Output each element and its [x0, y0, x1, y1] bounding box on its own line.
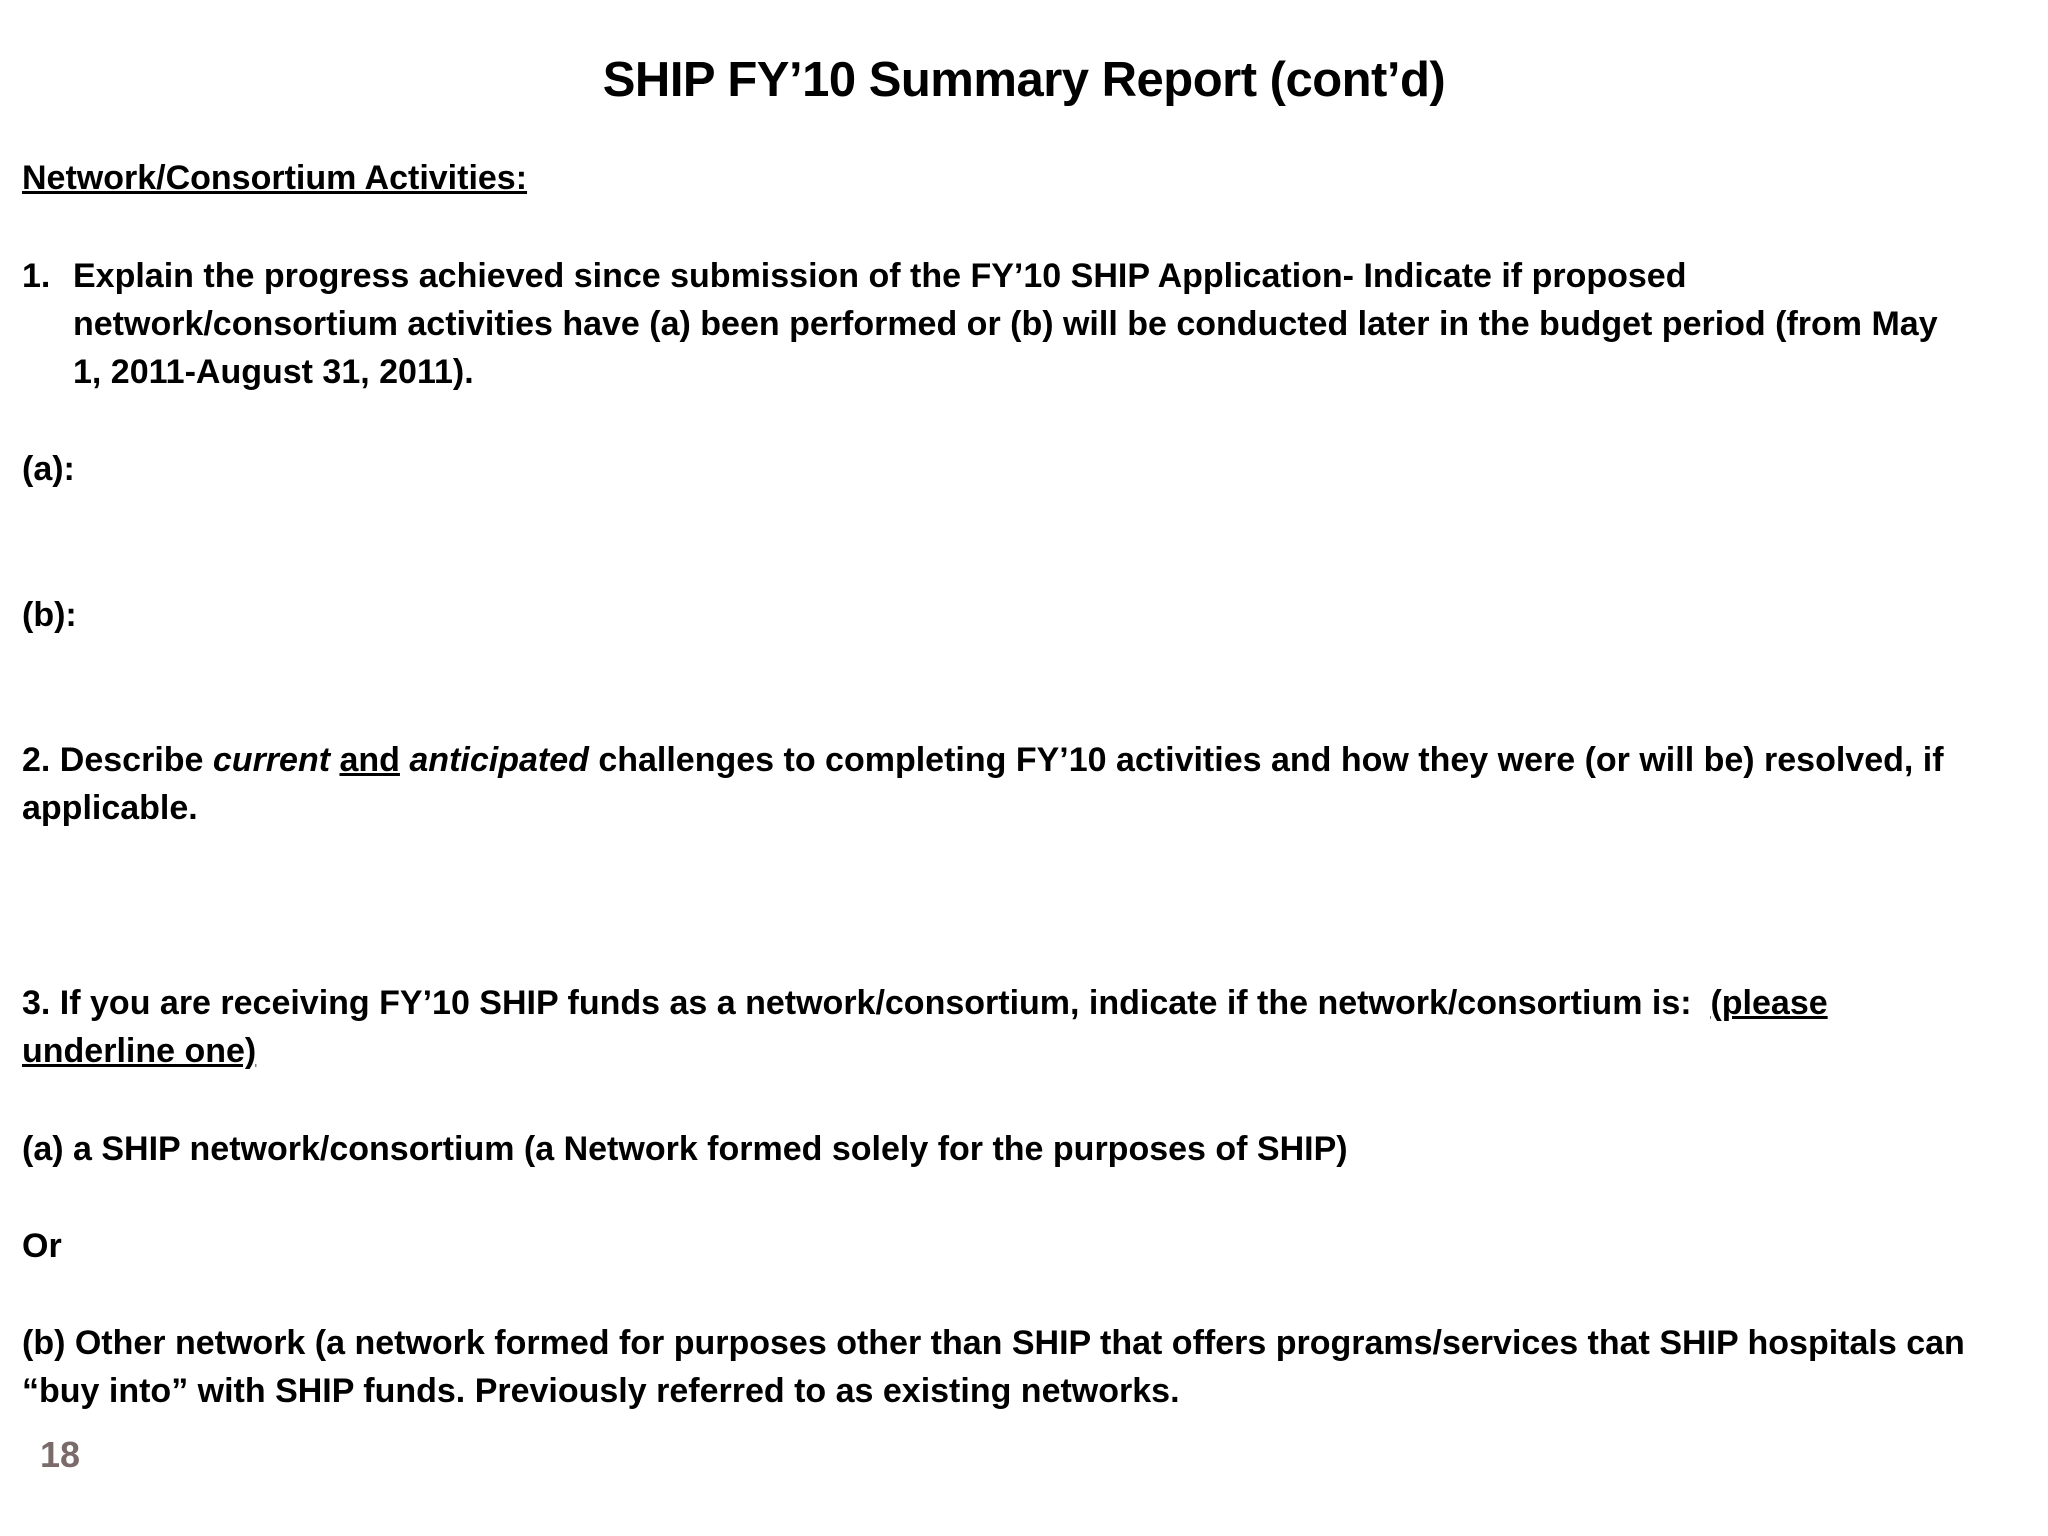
- question-1-body: [73, 252, 1938, 396]
- question-3-instruction-part-1: (please: [1710, 984, 1828, 1022]
- section-heading: Network/Consortium Activities:: [22, 159, 528, 197]
- page-title: SHIP FY’10 Summary Report (cont’d): [602, 53, 1446, 107]
- question-1-number: 1.: [22, 257, 51, 295]
- question-1-line-2: network/consortium activities have (a) been performed or (b) will be conducted later in the budget period (from May: [73, 305, 1938, 343]
- option-b-line-2: “buy into” with SHIP funds. Previously referred to as existing networks.: [22, 1372, 1180, 1410]
- question-2-and: and: [339, 741, 400, 779]
- answer-b-label: (b):: [22, 596, 77, 634]
- question-1-line-3: 1, 2011-August 31, 2011).: [73, 353, 474, 391]
- page-number: 18: [40, 1434, 81, 1475]
- question-3-text: 3. If you are receiving FY’10 SHIP funds as a network/consortium, indicate if the network/consortium is:: [22, 984, 1692, 1022]
- option-b: [22, 1319, 1965, 1415]
- question-2-current: current: [212, 741, 331, 779]
- question-1-line-1: Explain the progress achieved since submission of the FY’10 SHIP Application- Indicate if proposed: [73, 257, 1687, 295]
- question-2-line-2: applicable.: [22, 789, 198, 827]
- question-3-line-2: underline one): [22, 1032, 257, 1070]
- question-3-line-1: [22, 979, 1828, 1027]
- question-2-rest: challenges to completing FY’10 activities and how they were (or will be) resolved, if: [588, 741, 1944, 779]
- question-2-line-1: [22, 736, 1944, 784]
- question-2-anticipated: anticipated: [409, 741, 589, 779]
- question-3: [22, 979, 1828, 1075]
- option-b-line-1: (b) Other network (a network formed for purposes other than SHIP that offers programs/services that SHIP hospitals can: [22, 1324, 1965, 1362]
- answer-a-label: (a):: [22, 450, 75, 488]
- or-text: Or: [22, 1227, 62, 1265]
- option-a: (a) a SHIP network/consortium (a Network formed solely for the purposes of SHIP): [22, 1130, 1348, 1168]
- question-2-prefix: 2. Describe: [22, 741, 213, 779]
- question-2: [22, 736, 1944, 832]
